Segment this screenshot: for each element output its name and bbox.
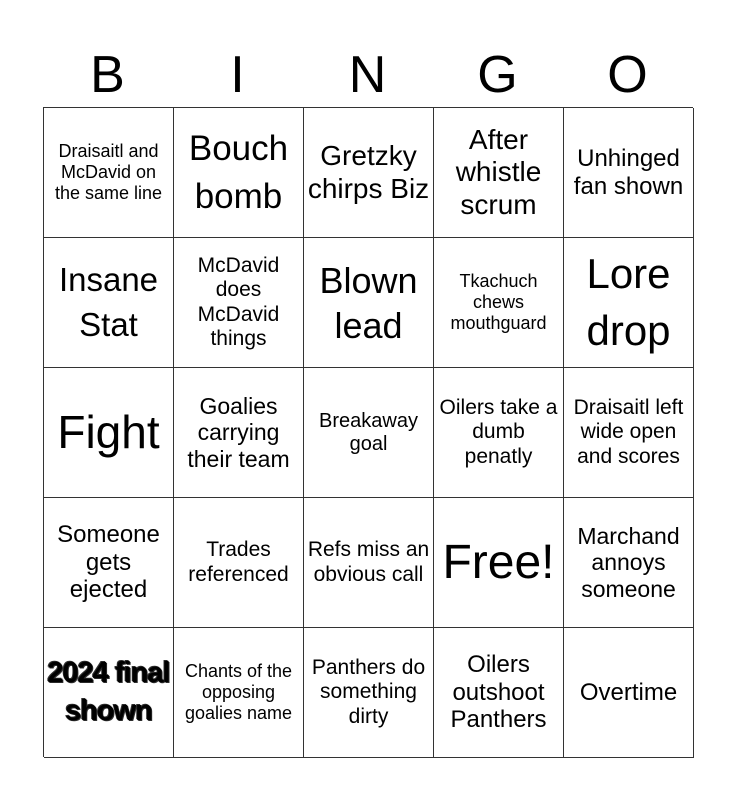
bingo-cell-r1c4[interactable]	[434, 108, 564, 238]
header-letter-o: O	[607, 46, 649, 104]
cell-text: Insane Stat	[58, 260, 159, 343]
cell-text: Gretzky chirps Biz	[307, 140, 430, 204]
bingo-cell-r1c3[interactable]	[304, 108, 434, 238]
cell-text: Someone gets ejected	[57, 521, 160, 604]
bingo-cell-r2c4[interactable]	[434, 238, 564, 368]
bingo-cell-r3c4[interactable]	[434, 368, 564, 498]
cell-text: After whistle scrum	[455, 124, 542, 220]
bingo-cell-r1c5[interactable]	[564, 108, 694, 238]
bingo-cell-r4c3[interactable]	[304, 498, 434, 628]
cell-text: Breakaway goal	[319, 409, 418, 455]
cell-text: Draisaitl left wide open and scores	[573, 396, 684, 468]
bingo-cell-r5c3[interactable]	[304, 628, 434, 758]
bingo-cell-r4c5[interactable]	[564, 498, 694, 628]
cell-text: Fight	[57, 405, 160, 458]
header-letter-g: G	[477, 46, 519, 104]
cell-text: Unhinged fan shown	[573, 144, 684, 200]
cell-text: Chants of the opposing goalies name	[184, 661, 293, 723]
cell-text: Goalies carrying their team	[187, 392, 290, 472]
bingo-cell-r2c1[interactable]	[44, 238, 174, 368]
bingo-cell-r3c2[interactable]	[174, 368, 304, 498]
cell-text: 2024 final shown	[47, 656, 170, 727]
bingo-cell-free[interactable]	[434, 498, 564, 628]
header-letter-b: B	[90, 46, 126, 104]
cell-text: Tkachuch chews mouthguard	[450, 271, 547, 333]
cell-text: Oilers take a dumb penatly	[439, 396, 558, 468]
bingo-cell-r4c2[interactable]	[174, 498, 304, 628]
cell-text: McDavid does McDavid things	[197, 254, 280, 350]
bingo-cell-r5c1[interactable]	[44, 628, 174, 758]
cell-text: Draisaitl and McDavid on the same line	[54, 141, 163, 203]
bingo-cell-r3c5[interactable]	[564, 368, 694, 498]
bingo-cell-r1c2[interactable]	[174, 108, 304, 238]
cell-text: Refs miss an obvious call	[307, 538, 430, 586]
bingo-cell-r2c3[interactable]	[304, 238, 434, 368]
bingo-cell-r4c1[interactable]	[44, 498, 174, 628]
bingo-cell-r2c5[interactable]	[564, 238, 694, 368]
bingo-header	[43, 44, 693, 106]
header-letter-i: I	[230, 46, 246, 104]
bingo-cell-r5c4[interactable]	[434, 628, 564, 758]
cell-text: Bouch bomb	[188, 129, 289, 216]
cell-text: Panthers do something dirty	[311, 656, 426, 728]
cell-text: Trades referenced	[188, 538, 289, 586]
cell-text: Oilers outshoot Panthers	[450, 651, 547, 734]
bingo-cell-r5c2[interactable]	[174, 628, 304, 758]
bingo-cell-r2c2[interactable]	[174, 238, 304, 368]
bingo-cell-r5c5[interactable]	[564, 628, 694, 758]
bingo-cell-r3c1[interactable]	[44, 368, 174, 498]
bingo-cell-r1c1[interactable]	[44, 108, 174, 238]
cell-text: Blown lead	[319, 259, 418, 346]
header-letter-n: N	[348, 46, 388, 104]
cell-text: Overtime	[579, 678, 678, 706]
cell-text: Lore drop	[586, 249, 671, 354]
cell-text: Marchand annoys someone	[577, 522, 680, 602]
bingo-board	[43, 107, 693, 757]
free-space-text: Free!	[442, 535, 555, 589]
bingo-cell-r3c3[interactable]	[304, 368, 434, 498]
